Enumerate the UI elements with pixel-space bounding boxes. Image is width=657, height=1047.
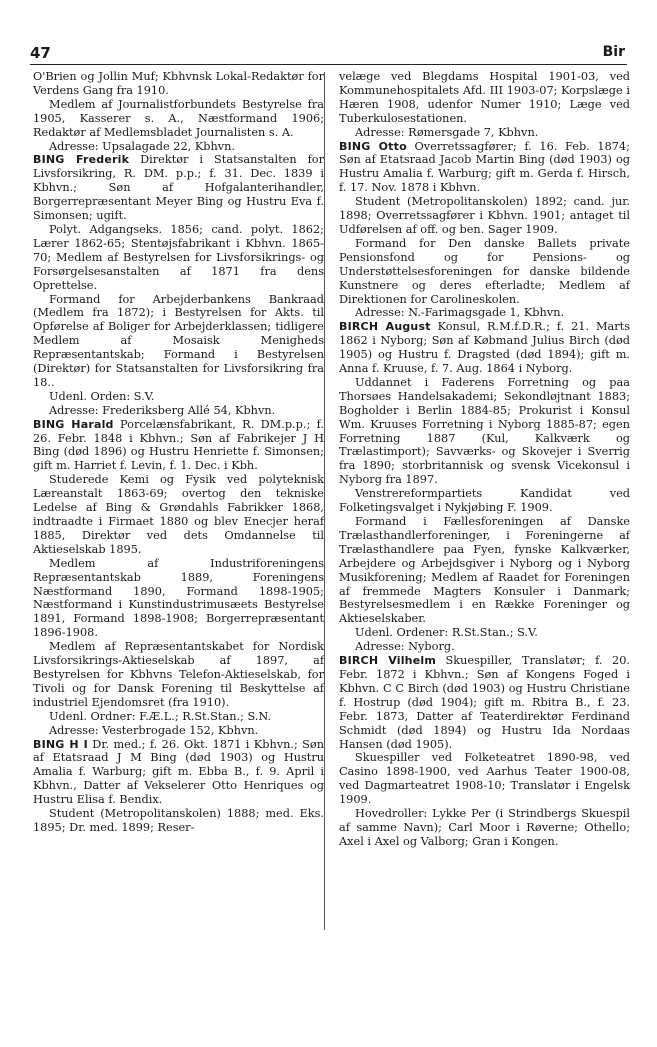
- continued-paragraph: velæge ved Blegdams Hospital 1901-03, ved Kommunehospitalets Afd. III 1903-07; Korpslæge i Hæren 1908, udenfor Numer 1910; Læge ved Tuberkulosestationen.: [339, 70, 630, 125]
- paragraph: Formand for Den danske Ballets private Pensionsfond og for Pensions- og Understøttelsesforeningen for danske bildende Kunstnere og deres efterladte; Medlem af Direktionen for Carolineskolen.: [339, 236, 630, 306]
- paragraph: Medlem af Journalistforbundets Bestyrelse fra 1905, Kasserer s. A., Næstformand 1906; Redaktør af Medlemsbladet Journalisten s. A.: [33, 97, 324, 139]
- paragraph: Venstrereformpartiets Kandidat ved Folketingsvalget i Nykjøbing F. 1909.: [339, 487, 630, 515]
- entry-name: BING Frederik: [33, 153, 130, 167]
- paragraph: Adresse: Nyborg.: [355, 640, 455, 654]
- paragraph: Skuespiller ved Folketeatret 1890-98, ved Casino 1898-1900, ved Aarhus Teater 1900-08, ved Dagmarteatret 1908-10; Translatør i Engelsk 1909.: [339, 751, 630, 807]
- biography-entry: [339, 320, 630, 376]
- biography-entry: [33, 153, 324, 223]
- biography-entry: [339, 654, 630, 751]
- paragraph: Medlem af Industriforeningens Repræsentantskab 1889, Foreningens Næstformand 1890, Formand 1898-1905; Næstformand i Kunstindustrimusæets Bestyrelse 1891, Formand 1898-1908; Borgerrepræsentant 1896-1908.: [33, 556, 324, 640]
- running-head: Bir: [602, 44, 625, 60]
- entry-text: Konsul, R.M.f.D.R.; f. 21. Marts 1862 i Nyborg; Søn af Købmand Julius Birch (død 1905) og Hustru f. Dragsted (død 1894); gift m. Anna f. Kruuse, f. 7. Aug. 1864 i Nyborg.: [339, 320, 631, 376]
- paragraph: Adresse: Upsalagade 22, Kbhvn.: [49, 139, 236, 153]
- biography-entry: [33, 418, 324, 474]
- entry-name: BIRCH August: [339, 320, 431, 334]
- paragraph: Udenl. Orden: S.V.: [49, 389, 155, 403]
- paragraph: Udenl. Ordener: R.St.Stan.; S.V.: [355, 626, 538, 640]
- entry-text: Dr. med.; f. 26. Okt. 1871 i Kbhvn.; Søn af Etatsraad J M Bing (død 1903) og Hustru Amalia f. Warburg; gift m. Ebba B., f. 9. April i Kbhvn., Datter af Vekselerer Otto Henriques og Hustru Elisa f. Bendix.: [33, 737, 324, 807]
- paragraph: Adresse: N.-Farimagsgade 1, Kbhvn.: [355, 306, 565, 320]
- entry-text: Direktør i Statsanstalten for Livsforsikring, R. DM. p.p.; f. 31. Dec. 1839 i Kbhvn.; Søn af Hofgalanterihandler, Borgerrepræsentant Meyer Bing og Hustru Eva f. Simonsen; ugift.: [33, 153, 324, 223]
- entry-text: Overretssagfører; f. 16. Feb. 1874; Søn af Etatsraad Jacob Martin Bing (død 1903) og Hustru Amalia f. Warburg; gift m. Gerda f. Hirsch, f. 17. Nov. 1878 i Kbhvn.: [339, 139, 630, 195]
- paragraph: Uddannet i Faderens Forretning og paa Thorsøes Handelsakademi; Sekondløjtnant 1883; Bogholder i Berlin 1884-85; Prokurist i Konsul Wm. Kruuses Forretning i Nyborg 1885-87; egen Forretning 1887 (Kul, Kalkværk og Trælastimport); Savværks- og Skovejer i Sverrig fra 1890; storbritannisk og svensk Vicekonsul i Nyborg fra 1897.: [339, 375, 630, 487]
- entry-text: Porcelænsfabrikant, R. DM.p.p.; f. 26. Febr. 1848 i Kbhvn.; Søn af Fabrikejer J H Bing (død 1896) og Hustru Henriette f. Simonsen; gift m. Harriet f. Levin, f. 1. Dec. i Kbh.: [33, 417, 324, 473]
- entry-text: Skuespiller, Translatør; f. 20. Febr. 1872 i Kbhvn.; Søn af Kongens Foged i Kbhvn. C C Birch (død 1903) og Hustru Christiane f. Hostrup (død 1904); gift m. Rbitra B., f. 23. Febr. 1873, Datter af Teaterdirektør Ferdinand Schmidt (død 1894) og Hustru Ida Nordaas Hansen (død 1905).: [339, 654, 630, 751]
- page-header: [30, 38, 627, 65]
- paragraph: Udenl. Ordner: F.Æ.L.; R.St.Stan.; S.N.: [49, 709, 272, 723]
- entry-name: BING Otto: [339, 139, 407, 153]
- entry-name: BING H I: [33, 737, 88, 751]
- paragraph: Adresse: Rømersgade 7, Kbhvn.: [355, 125, 539, 139]
- column-divider: [324, 72, 325, 930]
- paragraph: Formand for Arbejderbankens Bankraad (Medlem fra 1872); i Bestyrelsen for Akts. til Opførelse af Boliger for Arbejderklassen; tidligere Medlem af Mosaisk Menigheds Repræsentantskab; Formand i Bestyrelsen (Direktør) for Statsanstalten for Livsforsikring fra 18..: [33, 292, 324, 389]
- right-column: [339, 70, 630, 849]
- paragraph: Adresse: Frederiksberg Allé 54, Kbhvn.: [49, 403, 276, 417]
- paragraph: Polyt. Adgangseks. 1856; cand. polyt. 1862; Lærer 1862-65; Stentøjsfabrikant i Kbhvn. 1865-70; Medlem af Bestyrelsen for Livsforsikrings- og Forsørgelsesanstalten af 1871 fra dens Oprettelse.: [33, 222, 324, 292]
- paragraph: Student (Metropolitanskolen) 1892; cand. jur. 1898; Overretssagfører i Kbhvn. 1901; antaget til Udførelsen af off. og ben. Sager 1909.: [339, 195, 630, 236]
- paragraph: Adresse: Vesterbrogade 152, Kbhvn.: [49, 723, 259, 737]
- paragraph: Formand i Fællesforeningen af Danske Trælasthandlerforeninger, i Foreningerne af Trælasthandlere paa Fyen, fynske Kalkværker, Arbejdere og Arbejdsgiver i Nyborg og i Nyborg Musikforening; Medlem af Raadet for Foreningen af fremmede Magters Konsuler i Danmark; Bestyrelsesmedlem i en Række Foreninger og Aktieselskaber.: [339, 515, 630, 626]
- entry-name: BING Harald: [33, 417, 114, 431]
- left-column: [33, 70, 324, 835]
- biography-entry: [339, 140, 630, 196]
- paragraph: Medlem af Repræsentantskabet for Nordisk Livsforsikrings-Aktieselskab af 1897, af Bestyrelsen for Kbhvns Telefon-Aktieselskab, for Tivoli og for Dansk Forening til Beskyttelse af industriel Ejendomsret (fra 1910).: [33, 640, 324, 709]
- paragraph: Studerede Kemi og Fysik ved polyteknisk Læreanstalt 1863-69; overtog den tekniske Ledelse af Bing & Grøndahls Fabrikker 1868, indtraadte i Firmaet 1880 og blev Enecjer heraf 1885, Direktør ved dets Omdannelse til Aktieselskab 1895.: [33, 473, 324, 556]
- paragraph: Student (Metropolitanskolen) 1888; med. Eks. 1895; Dr. med. 1899; Reser-: [33, 807, 324, 834]
- continued-paragraph: O'Brien og Jollin Muf; Kbhvnsk Lokal-Redaktør for Verdens Gang fra 1910.: [33, 70, 324, 97]
- entry-name: BIRCH Vilhelm: [339, 654, 436, 668]
- page-number: 47: [30, 44, 51, 62]
- paragraph: Hovedroller: Lykke Per (i Strindbergs Skuespil af samme Navn); Carl Moor i Røverne; Othello; Axel i Axel og Valborg; Gran i Kongen.: [339, 807, 630, 848]
- biography-entry: [33, 738, 324, 808]
